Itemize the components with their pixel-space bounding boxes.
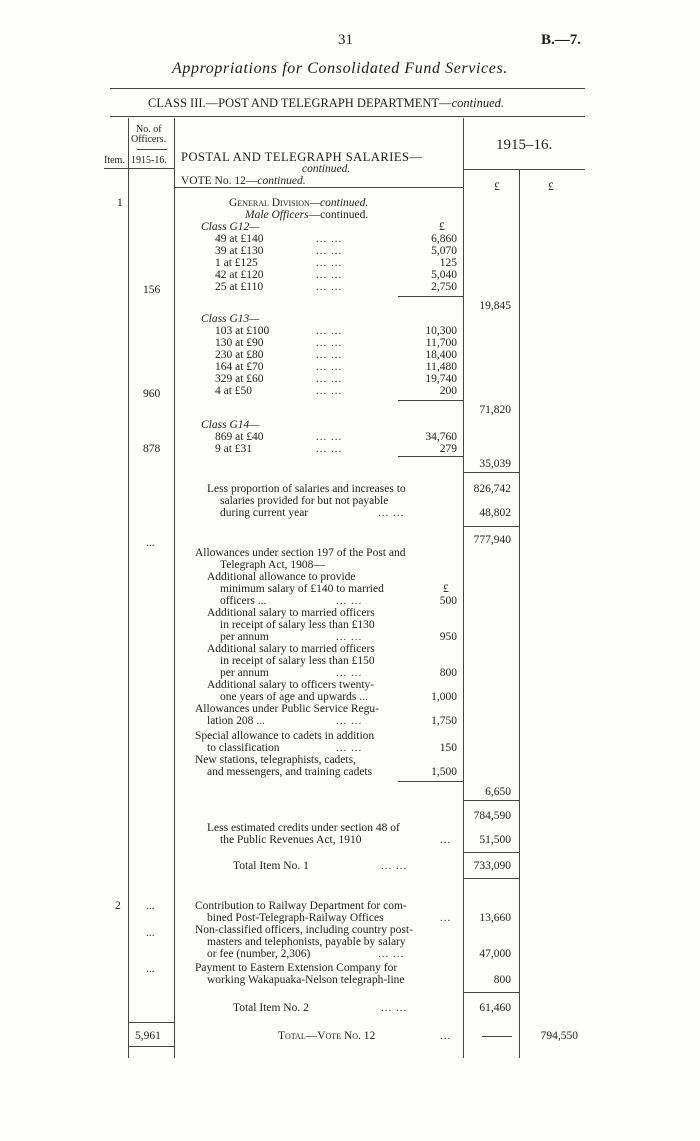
officers-heading-rule — [137, 149, 167, 150]
g13-row-value: 18,400 — [425, 349, 457, 361]
allowance-line: per annum — [220, 667, 269, 679]
allowance-value: 150 — [439, 742, 457, 754]
less-proportion-line: Less proportion of salaries and increases to — [207, 483, 406, 495]
less-proportion-amount: 48,802 — [479, 507, 511, 519]
g12-sum-rule — [398, 296, 463, 297]
item-2-dots: ... ... — [378, 948, 405, 960]
g12-row-desc: 49 at £140 — [215, 233, 264, 245]
grand-officers-bottom-rule — [128, 1046, 174, 1047]
g13-row-desc: 4 at £50 — [215, 385, 253, 397]
g12-row-dots: ... ... — [316, 281, 343, 293]
total-item-1-label: Total Item No. 1 — [233, 860, 309, 872]
allowances-heading: Telegraph Act, 1908— — [220, 559, 325, 571]
page-number: 31 — [338, 32, 353, 48]
year-officers-heading: 1915-16. — [131, 155, 167, 166]
g13-row-dots: ... ... — [316, 325, 343, 337]
g13-row-dots: ... ... — [316, 373, 343, 385]
no-of-heading: No. of — [136, 124, 162, 135]
total-item-2-dots: ... ... — [381, 1002, 408, 1014]
vote-line — [181, 175, 306, 187]
item-1-rule — [463, 878, 519, 879]
salaries-subtotal: 826,742 — [473, 483, 511, 495]
allowance-line: Additional salary to married officers — [207, 607, 375, 619]
document-reference: B.—7. — [541, 32, 582, 48]
allowance-value: 1,500 — [431, 766, 457, 778]
division-title-continued: —continued. — [309, 197, 369, 209]
year-heading-rule — [463, 169, 585, 170]
less-credits-line: Less estimated credits under section 48 of — [207, 822, 400, 834]
less-credits-dots: ... — [440, 834, 452, 846]
classes-sum-rule — [463, 472, 519, 473]
item-2-line: Contribution to Railway Department for com- — [195, 900, 407, 912]
heading-bottom-rule-mid — [174, 187, 463, 188]
g12-row-dots: ... ... — [316, 269, 343, 281]
item-2-dots: ... — [440, 912, 452, 924]
allowance-dots: ... ... — [336, 631, 363, 643]
allowances-pound: £ — [443, 583, 449, 595]
less-proportion-line: salaries provided for but not payable — [220, 495, 389, 507]
allowance-line: minimum salary of £140 to married — [220, 583, 384, 595]
amount-column-left-rule — [463, 118, 464, 1058]
allowance-dots: ... ... — [336, 715, 363, 727]
year-heading: 1915–16. — [496, 137, 553, 153]
division-title — [229, 197, 368, 209]
g12-row-dots: ... ... — [316, 257, 343, 269]
table-top-rule — [110, 116, 585, 117]
class-g14-label: Class G14— — [201, 419, 260, 431]
g13-row-value: 19,740 — [425, 373, 457, 385]
less-credits-rule — [463, 852, 519, 853]
g12-row-desc: 1 at £125 — [215, 257, 258, 269]
item-2-sum-rule — [463, 992, 519, 993]
item-2-line: masters and telephonists, payable by salary — [207, 936, 406, 948]
grand-officers-top-rule — [128, 1022, 174, 1023]
pound-heading-2: £ — [548, 181, 554, 193]
page-title: Appropriations for Consolidated Fund Services. — [172, 60, 508, 77]
item-2-line: Non-classified officers, including country post- — [195, 924, 413, 936]
item-number-1: 1 — [117, 197, 123, 209]
class-heading-continued: continued. — [451, 96, 504, 110]
g14-officers: 878 — [143, 443, 161, 455]
g13-row-value: 11,700 — [425, 337, 457, 349]
g12-row-dots: ... ... — [316, 245, 343, 257]
g12-total: 19,845 — [479, 300, 511, 312]
vote-continued: continued. — [257, 175, 306, 187]
item-2-value: 47,000 — [479, 948, 511, 960]
g13-sum-rule — [398, 400, 463, 401]
g13-row-value: 200 — [439, 385, 457, 397]
class-heading — [148, 96, 504, 111]
allowance-value: 500 — [439, 595, 457, 607]
allowance-line: in receipt of salary less than £150 — [220, 655, 375, 667]
less-proportion-dots: ... ... — [378, 507, 405, 519]
g13-row-dots: ... ... — [316, 361, 343, 373]
allowance-value: 950 — [439, 631, 457, 643]
allowances-sum-rule — [398, 781, 463, 782]
g12-row-value: 125 — [439, 257, 457, 269]
allowances-total: 6,650 — [485, 786, 511, 798]
item-number-2: 2 — [115, 900, 121, 912]
vote-text: VOTE No. 12— — [181, 175, 258, 187]
g12-row-value: 5,040 — [431, 269, 457, 281]
allowances-heading: Allowances under section 197 of the Post and — [195, 547, 406, 559]
g13-row-dots: ... ... — [316, 349, 343, 361]
g13-row-desc: 230 at £80 — [215, 349, 264, 361]
section-title: POSTAL AND TELEGRAPH SALARIES— — [181, 150, 423, 164]
g13-row-value: 10,300 — [425, 325, 457, 337]
class-heading-text: CLASS III.—POST AND TELEGRAPH DEPARTMENT— — [148, 96, 452, 110]
allowance-line: lation 208 ... — [207, 715, 265, 727]
g14-row-value: 34,760 — [425, 431, 457, 443]
pound-heading-1: £ — [494, 181, 500, 193]
allowance-line: Allowances under Public Service Regu- — [195, 703, 379, 715]
total-item-2-label: Total Item No. 2 — [233, 1002, 309, 1014]
allowances-subtotal: 784,590 — [473, 810, 511, 822]
g13-row-value: 11,480 — [425, 361, 457, 373]
allowances-officers: ... — [146, 537, 155, 549]
g13-row-dots: ... ... — [316, 337, 343, 349]
grand-total-label: Total—Vote No. 12 — [278, 1030, 376, 1042]
grand-total-dash — [482, 1036, 512, 1037]
grand-total-amount: 794,550 — [540, 1030, 578, 1042]
g13-row-desc: 164 at £70 — [215, 361, 264, 373]
item-2-officers: ... — [146, 963, 155, 975]
g14-row-desc: 9 at £31 — [215, 443, 253, 455]
officers-heading: Officers. — [131, 134, 167, 145]
total-item-1-amount: 733,090 — [473, 860, 511, 872]
item-2-line: or fee (number, 2,306) — [207, 948, 311, 960]
allowance-value: 800 — [439, 667, 457, 679]
allowance-value: 1,000 — [431, 691, 457, 703]
class-g13-label: Class G13— — [201, 313, 260, 325]
g12-row-dots: ... ... — [316, 233, 343, 245]
officers-column-rule — [174, 118, 175, 1058]
item-2-value: 13,660 — [479, 912, 511, 924]
g14-sum-rule — [398, 456, 463, 457]
less-proportion-line: during current year — [220, 507, 309, 519]
item-2-value: 800 — [493, 974, 511, 986]
item-2-officers: ... — [146, 900, 155, 912]
allowance-line: officers ... — [220, 595, 267, 607]
g12-pound: £ — [439, 221, 445, 233]
g12-row-value: 2,750 — [431, 281, 457, 293]
g12-officers: 156 — [143, 284, 161, 296]
item-2-line: bined Post-Telegraph-Railway Offices — [207, 912, 384, 924]
class-g12-label: Class G12— — [201, 221, 260, 233]
g12-row-value: 5,070 — [431, 245, 457, 257]
g13-row-desc: 130 at £90 — [215, 337, 264, 349]
allowance-line: Special allowance to cadets in addition — [195, 730, 375, 742]
allowance-dots: ... ... — [336, 595, 363, 607]
item-heading: Item. — [104, 155, 125, 166]
salaries-net: 777,940 — [473, 534, 511, 546]
grand-officers: 5,961 — [135, 1030, 161, 1042]
allowance-line: in receipt of salary less than £130 — [220, 619, 375, 631]
division-sub-text: Male Officers — [245, 209, 309, 221]
allowance-line: and messengers, and training cadets — [207, 766, 373, 778]
division-sub — [245, 209, 368, 221]
g13-total: 71,820 — [479, 404, 511, 416]
g12-row-desc: 39 at £130 — [215, 245, 264, 257]
allowances-total-rule — [463, 800, 519, 801]
g12-row-desc: 42 at £120 — [215, 269, 264, 281]
allowance-line: to classification — [207, 742, 280, 754]
title-rule — [110, 88, 585, 89]
total-item-2-amount: 61,460 — [479, 1002, 511, 1014]
allowance-dots: ... ... — [336, 667, 363, 679]
grand-total-dots: ... — [440, 1030, 452, 1042]
allowance-value: 1,750 — [431, 715, 457, 727]
g13-row-desc: 329 at £60 — [215, 373, 264, 385]
section-title-continued: continued. — [302, 163, 351, 175]
division-title-text: General Division — [229, 197, 310, 209]
g14-row-dots: ... ... — [316, 431, 343, 443]
allowance-line: Additional salary to officers twenty- — [207, 679, 375, 691]
amount-column-middle-rule — [519, 170, 520, 1058]
less-credits-amount: 51,500 — [479, 834, 511, 846]
allowance-line: per annum — [220, 631, 269, 643]
g13-row-desc: 103 at £100 — [215, 325, 270, 337]
item-2-officers: ... — [146, 927, 155, 939]
total-item-1-dots: ... ... — [381, 860, 408, 872]
allowance-line: Additional allowance to provide — [207, 571, 356, 583]
item-2-line: working Wakapuaka-Nelson telegraph-line — [207, 974, 405, 986]
g14-row-value: 279 — [439, 443, 457, 455]
g14-row-desc: 869 at £40 — [215, 431, 264, 443]
g14-total: 35,039 — [479, 458, 511, 470]
g12-row-value: 6,860 — [431, 233, 457, 245]
heading-bottom-rule-left — [104, 168, 174, 169]
division-sub-continued: —continued. — [308, 209, 369, 221]
allowance-line: Additional salary to married officers — [207, 643, 375, 655]
less-credits-line: the Public Revenues Act, 1910 — [220, 834, 362, 846]
g13-row-dots: ... ... — [316, 385, 343, 397]
allowance-line: New stations, telegraphists, cadets, — [195, 754, 356, 766]
g12-row-desc: 25 at £110 — [215, 281, 264, 293]
allowance-line: one years of age and upwards ... — [220, 691, 368, 703]
item-column-rule — [128, 118, 129, 1058]
less-proportion-rule — [463, 526, 519, 527]
g13-officers: 960 — [143, 388, 161, 400]
item-2-line: Payment to Eastern Extension Company for — [195, 962, 398, 974]
g14-row-dots: ... ... — [316, 443, 343, 455]
allowance-dots: ... ... — [336, 742, 363, 754]
